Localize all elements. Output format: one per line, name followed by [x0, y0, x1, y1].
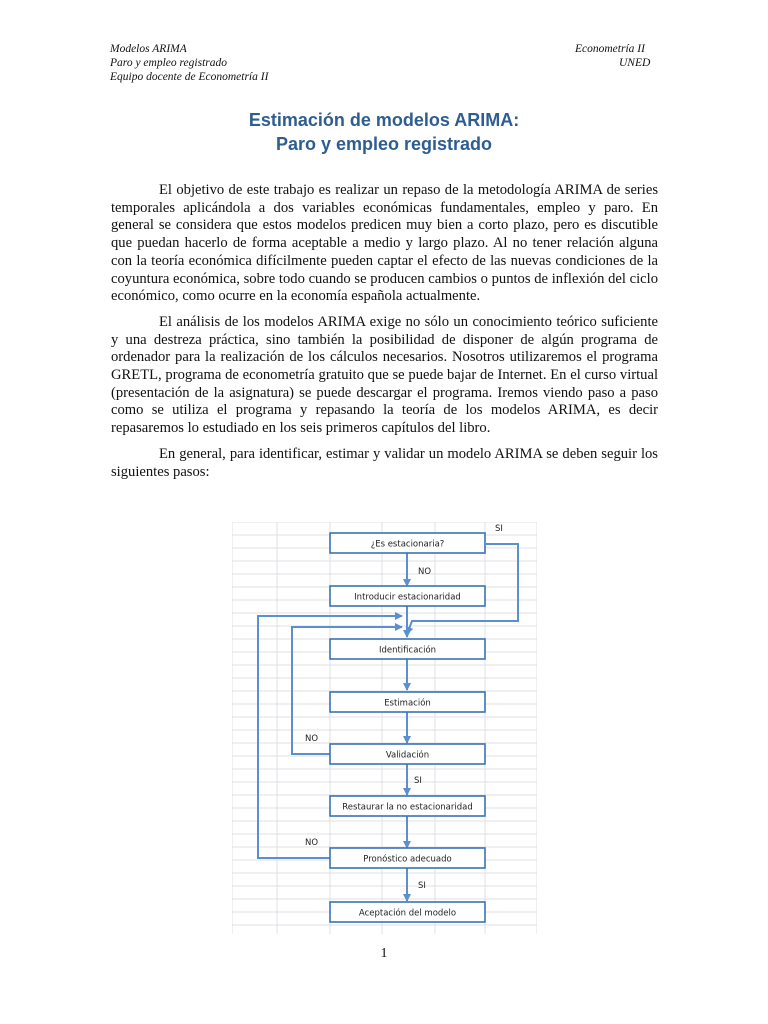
label-restaurar: Restaurar la no estacionaridad	[342, 802, 473, 813]
branch-si-pronostico: SI	[418, 881, 426, 891]
branch-si-validacion: SI	[414, 776, 422, 786]
branch-no-validacion: NO	[305, 734, 319, 744]
label-introducir: Introducir estacionaridad	[354, 592, 461, 603]
label-estimacion: Estimación	[384, 698, 431, 709]
header-left-line: Paro y empleo registrado	[110, 57, 228, 69]
label-aceptacion: Aceptación del modelo	[358, 908, 457, 919]
subtitle-line: Paro y empleo registrado	[275, 134, 493, 154]
page-number: 1	[380, 946, 388, 961]
header-right-line: UNED	[619, 57, 651, 69]
label-pronostico: Pronóstico adecuado	[363, 854, 452, 865]
header-left	[110, 42, 268, 84]
spreadsheet-grid	[232, 522, 537, 934]
title-line: Estimación de modelos ARIMA:	[248, 110, 520, 130]
paragraph: El objetivo de este trabajo es realizar un repaso de la metodología ARIMA de series temporales aplicándola a dos variables económicas fundamentales, empleo y paro. En general se considera que estos modelos predicen muy bien a corto plazo, pero es discutible que puedan hacerlo de forma aceptable a medio y largo plazo. Al no tener relación alguna con la teoría económica difícilmente pueden captar el efecto de las nuevas condiciones de la coyuntura económica, sobre todo cuando se producen cambios o puntos de inflexión del ciclo económico, como ocurre en la economía española actualmente.	[111, 182, 658, 305]
label-estacionaria: ¿Es estacionaria?	[370, 539, 445, 550]
body-text	[111, 182, 658, 489]
paragraph: En general, para identificar, estimar y validar un modelo ARIMA se deben seguir los siguientes pasos:	[111, 445, 658, 480]
header-left-line: Modelos ARIMA	[110, 43, 187, 55]
branch-no-pronostico: NO	[305, 838, 319, 848]
arima-flowchart	[232, 522, 537, 934]
document-title	[0, 108, 768, 156]
branch-si-top: SI	[495, 524, 503, 534]
header-left-line: Equipo docente de Econometría II	[110, 71, 269, 83]
header-right-line: Econometría II	[575, 43, 645, 55]
header-right	[575, 42, 650, 70]
branch-no-estacionaria: NO	[418, 567, 432, 577]
paragraph: El análisis de los modelos ARIMA exige no sólo un conocimiento teórico suficiente y una destreza práctica, sino también la posibilidad de disponer de algún programa de ordenador para la realización de los cálculos necesarios. Nosotros utilizaremos el programa GRETL, programa de econometría gratuito que se puede bajar de Internet. En el curso virtual (presentación de la asignatura) se puede descargar el programa. Iremos viendo paso a paso como se utiliza el programa y repasando la teoría de los modelos ARIMA, es decir repasaremos lo estudiado en los seis primeros capítulos del libro.	[111, 313, 658, 437]
label-validacion: Validación	[385, 750, 430, 761]
label-identificacion: Identificación	[378, 645, 437, 656]
